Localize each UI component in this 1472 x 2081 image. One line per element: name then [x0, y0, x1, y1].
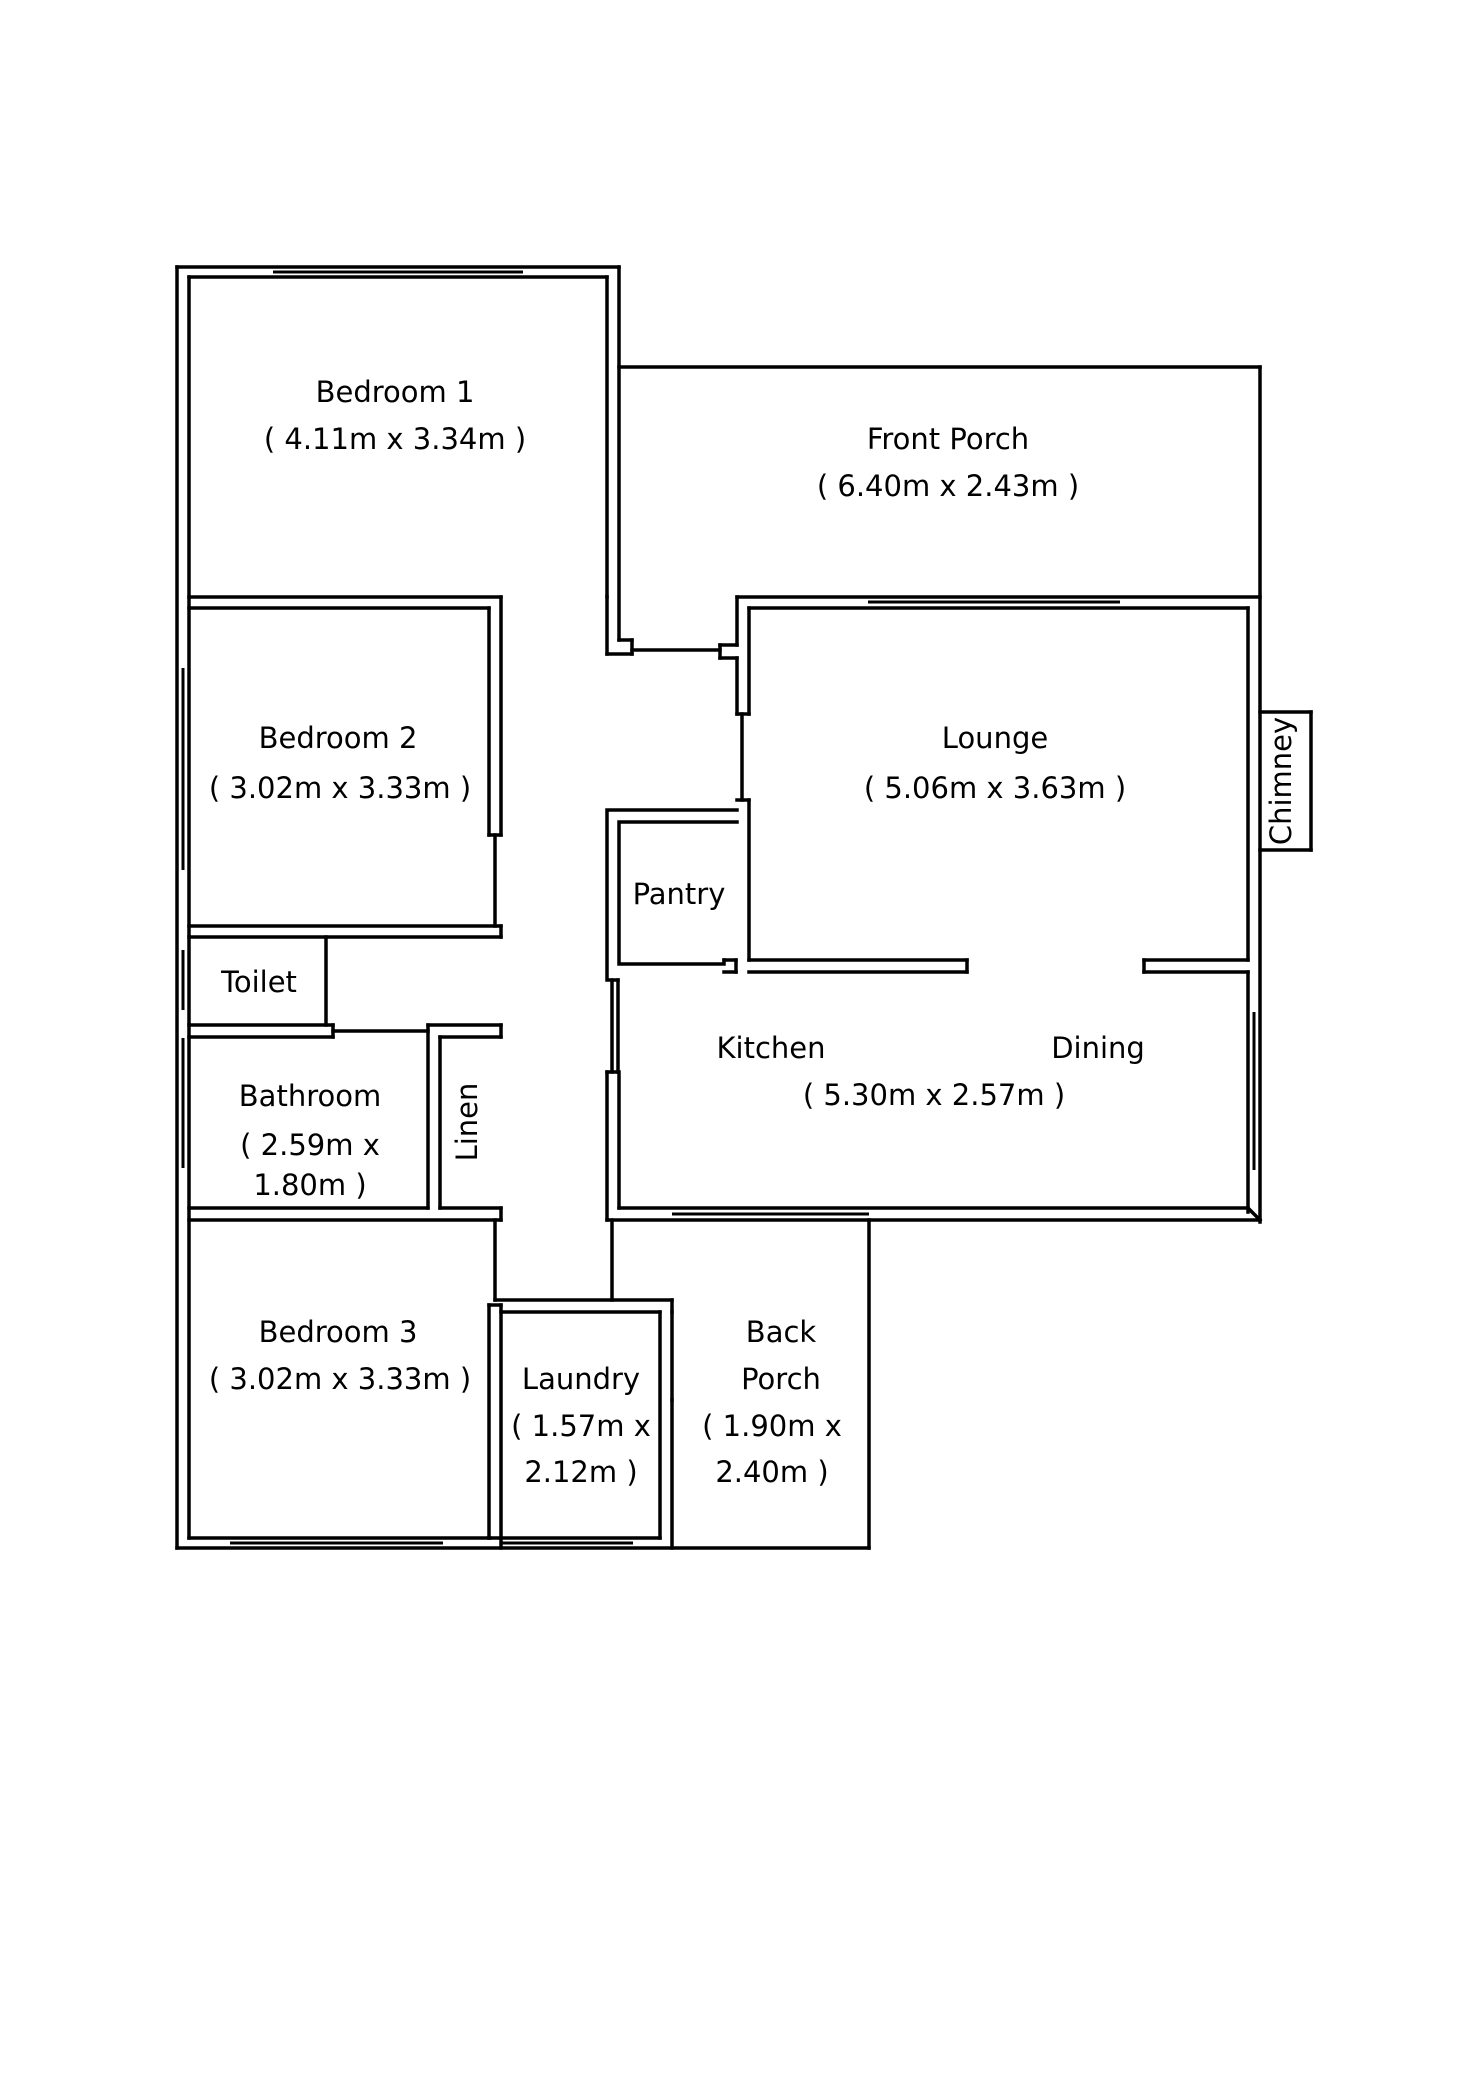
front-porch-size: ( 6.40m x 2.43m ) [816, 469, 1080, 503]
laundry-size-line1: ( 1.57m x [511, 1409, 651, 1443]
pantry-label: Pantry [632, 877, 726, 911]
bathroom-size-line1: ( 2.59m x [240, 1128, 380, 1162]
back-porch-size-line1: ( 1.90m x [702, 1409, 842, 1443]
bedroom1-size: ( 4.11m x 3.34m ) [263, 422, 527, 456]
linen-label: Linen [450, 1082, 484, 1162]
back-porch-size-line2: 2.40m ) [715, 1455, 829, 1489]
kitchen-dining-size: ( 5.30m x 2.57m ) [802, 1078, 1066, 1112]
laundry-size-line2: 2.12m ) [524, 1455, 638, 1489]
kitchen-label: Kitchen [716, 1031, 826, 1065]
toilet-label: Toilet [221, 965, 297, 999]
lounge-label: Lounge [941, 721, 1049, 755]
bedroom2-label: Bedroom 2 [258, 721, 418, 755]
front-porch-label: Front Porch [866, 422, 1030, 456]
bedroom3-label: Bedroom 3 [258, 1315, 418, 1349]
laundry-label: Laundry [521, 1362, 641, 1396]
bedroom2-size: ( 3.02m x 3.33m ) [208, 771, 472, 805]
back-porch-label-line2: Porch [741, 1362, 821, 1396]
bathroom-label: Bathroom [238, 1079, 382, 1113]
chimney-label: Chimney [1264, 716, 1298, 846]
bedroom1-label: Bedroom 1 [315, 375, 475, 409]
bathroom-size-line2: 1.80m ) [253, 1168, 367, 1202]
bedroom3-size: ( 3.02m x 3.33m ) [208, 1362, 472, 1396]
lounge-size: ( 5.06m x 3.63m ) [863, 771, 1127, 805]
dining-label: Dining [1051, 1031, 1145, 1065]
back-porch-label-line1: Back [745, 1315, 817, 1349]
